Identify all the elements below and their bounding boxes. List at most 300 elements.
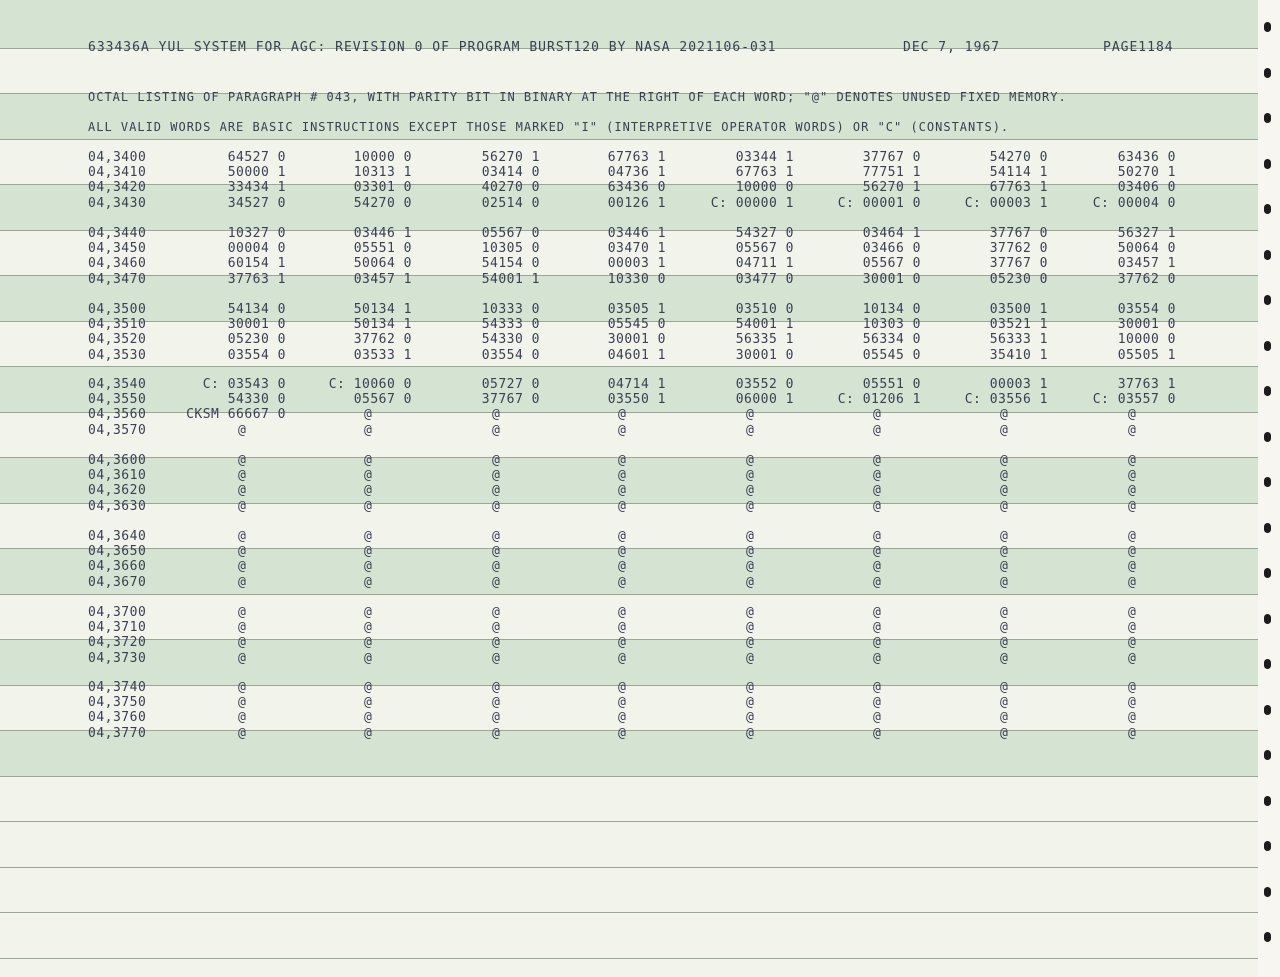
- octal-word: @: [492, 710, 501, 725]
- octal-word: 67763 1: [607, 150, 666, 165]
- row-address: 04,3450: [88, 241, 147, 256]
- octal-word: @: [1128, 559, 1137, 574]
- octal-word: 34527 0: [227, 196, 286, 211]
- octal-word: 30001 0: [1117, 317, 1176, 332]
- octal-word: @: [364, 483, 373, 498]
- paper-rule: [0, 457, 1258, 458]
- octal-word: 05545 0: [862, 348, 921, 363]
- octal-word: @: [492, 407, 501, 422]
- octal-word: @: [873, 453, 882, 468]
- octal-word: @: [873, 575, 882, 590]
- feed-hole: [1264, 659, 1271, 669]
- octal-word: 03521 1: [989, 317, 1048, 332]
- octal-word: @: [238, 726, 247, 741]
- octal-word: @: [873, 423, 882, 438]
- octal-word: 56335 1: [735, 332, 794, 347]
- paper-rule: [0, 912, 1258, 913]
- octal-word: 50134 1: [353, 317, 412, 332]
- octal-word: 33434 1: [227, 180, 286, 195]
- octal-word: @: [618, 559, 627, 574]
- octal-word: 54001 1: [735, 317, 794, 332]
- row-address: 04,3650: [88, 544, 147, 559]
- octal-word: 37767 0: [989, 256, 1048, 271]
- octal-word: @: [1128, 680, 1137, 695]
- row-address: 04,3400: [88, 150, 147, 165]
- row-address: 04,3440: [88, 226, 147, 241]
- octal-word: @: [364, 635, 373, 650]
- octal-word: @: [1128, 468, 1137, 483]
- octal-word: 03554 0: [481, 348, 540, 363]
- octal-word: 03554 0: [1117, 302, 1176, 317]
- octal-word: 50270 1: [1117, 165, 1176, 180]
- octal-word: 00126 1: [607, 196, 666, 211]
- octal-word: @: [364, 544, 373, 559]
- row-address: 04,3670: [88, 575, 147, 590]
- row-address: 04,3760: [88, 710, 147, 725]
- octal-word: @: [1128, 423, 1137, 438]
- octal-word: 54270 0: [989, 150, 1048, 165]
- octal-word: @: [1000, 695, 1009, 710]
- paper-band: [0, 457, 1258, 503]
- octal-word: CKSM 66667 0: [186, 407, 286, 422]
- octal-word: @: [746, 423, 755, 438]
- octal-word: @: [746, 559, 755, 574]
- octal-word: @: [238, 559, 247, 574]
- paper-rule: [0, 594, 1258, 595]
- feed-hole: [1264, 523, 1271, 533]
- octal-word: 54114 1: [989, 165, 1048, 180]
- octal-word: 03301 0: [353, 180, 412, 195]
- octal-word: @: [873, 695, 882, 710]
- row-address: 04,3710: [88, 620, 147, 635]
- octal-word: 03457 1: [1117, 256, 1176, 271]
- octal-word: @: [746, 695, 755, 710]
- feed-hole: [1264, 432, 1271, 442]
- octal-word: C: 03556 1: [964, 392, 1048, 407]
- octal-word: 05505 1: [1117, 348, 1176, 363]
- octal-word: @: [873, 726, 882, 741]
- octal-word: @: [238, 453, 247, 468]
- octal-word: @: [492, 726, 501, 741]
- octal-word: C: 00000 1: [710, 196, 794, 211]
- octal-word: @: [873, 680, 882, 695]
- octal-word: 30001 0: [862, 272, 921, 287]
- octal-word: @: [364, 651, 373, 666]
- octal-word: 10303 0: [862, 317, 921, 332]
- octal-word: @: [1000, 559, 1009, 574]
- octal-word: @: [618, 710, 627, 725]
- paper-rule: [0, 139, 1258, 140]
- feed-hole: [1264, 68, 1271, 78]
- row-address: 04,3550: [88, 392, 147, 407]
- octal-word: @: [1128, 483, 1137, 498]
- octal-word: 05567 0: [481, 226, 540, 241]
- octal-word: 10333 0: [481, 302, 540, 317]
- octal-word: 10330 0: [607, 272, 666, 287]
- octal-word: C: 00003 1: [964, 196, 1048, 211]
- octal-word: @: [364, 468, 373, 483]
- paper-band: [0, 548, 1258, 594]
- octal-word: 56334 0: [862, 332, 921, 347]
- octal-word: 10000 0: [1117, 332, 1176, 347]
- row-address: 04,3530: [88, 348, 147, 363]
- octal-word: 03505 1: [607, 302, 666, 317]
- octal-word: @: [492, 695, 501, 710]
- octal-word: @: [618, 620, 627, 635]
- feed-hole: [1264, 932, 1271, 942]
- octal-word: 05727 0: [481, 377, 540, 392]
- octal-word: 30001 0: [735, 348, 794, 363]
- octal-word: @: [746, 620, 755, 635]
- octal-word: @: [364, 423, 373, 438]
- octal-word: 04711 1: [735, 256, 794, 271]
- octal-word: @: [1128, 620, 1137, 635]
- octal-word: @: [492, 651, 501, 666]
- paper-rule: [0, 821, 1258, 822]
- octal-word: 00003 1: [989, 377, 1048, 392]
- octal-word: @: [1128, 695, 1137, 710]
- row-address: 04,3470: [88, 272, 147, 287]
- octal-word: 37762 0: [1117, 272, 1176, 287]
- feed-hole: [1264, 614, 1271, 624]
- feed-hole: [1264, 22, 1271, 32]
- row-address: 04,3510: [88, 317, 147, 332]
- octal-word: @: [746, 407, 755, 422]
- octal-word: @: [364, 620, 373, 635]
- octal-word: 37767 0: [481, 392, 540, 407]
- octal-word: @: [1000, 453, 1009, 468]
- feed-hole: [1264, 887, 1271, 897]
- octal-word: @: [618, 407, 627, 422]
- paper-rule: [0, 685, 1258, 686]
- octal-word: 50064 0: [353, 256, 412, 271]
- octal-word: @: [364, 453, 373, 468]
- octal-word: @: [746, 575, 755, 590]
- octal-word: 05230 0: [989, 272, 1048, 287]
- octal-word: 54134 0: [227, 302, 286, 317]
- octal-word: @: [238, 529, 247, 544]
- octal-word: @: [618, 499, 627, 514]
- octal-word: @: [873, 529, 882, 544]
- octal-word: C: 10060 0: [328, 377, 412, 392]
- octal-word: 03466 0: [862, 241, 921, 256]
- octal-word: @: [238, 680, 247, 695]
- octal-word: @: [492, 635, 501, 650]
- row-address: 04,3570: [88, 423, 147, 438]
- feed-hole: [1264, 477, 1271, 487]
- page-number: PAGE1184: [1103, 39, 1174, 56]
- octal-word: @: [364, 529, 373, 544]
- octal-word: @: [746, 529, 755, 544]
- octal-word: 56327 1: [1117, 226, 1176, 241]
- octal-word: @: [492, 559, 501, 574]
- octal-word: 67763 1: [735, 165, 794, 180]
- octal-word: @: [364, 710, 373, 725]
- octal-word: @: [1000, 710, 1009, 725]
- feed-hole: [1264, 341, 1271, 351]
- octal-word: 64527 0: [227, 150, 286, 165]
- octal-word: 50064 0: [1117, 241, 1176, 256]
- octal-word: @: [746, 499, 755, 514]
- octal-word: @: [1000, 651, 1009, 666]
- row-address: 04,3740: [88, 680, 147, 695]
- octal-word: @: [1128, 544, 1137, 559]
- row-address: 04,3610: [88, 468, 147, 483]
- octal-word: 03344 1: [735, 150, 794, 165]
- octal-word: @: [1000, 483, 1009, 498]
- octal-word: @: [1128, 575, 1137, 590]
- octal-word: 10305 0: [481, 241, 540, 256]
- octal-word: @: [1000, 407, 1009, 422]
- octal-word: C: 00001 0: [837, 196, 921, 211]
- octal-word: @: [873, 468, 882, 483]
- octal-word: @: [1128, 635, 1137, 650]
- octal-word: 03464 1: [862, 226, 921, 241]
- octal-word: 54330 0: [481, 332, 540, 347]
- octal-word: @: [873, 710, 882, 725]
- octal-word: 10313 1: [353, 165, 412, 180]
- row-address: 04,3620: [88, 483, 147, 498]
- octal-word: C: 03557 0: [1092, 392, 1176, 407]
- octal-word: @: [1000, 529, 1009, 544]
- octal-word: @: [1000, 620, 1009, 635]
- octal-word: 04736 1: [607, 165, 666, 180]
- octal-word: 03554 0: [227, 348, 286, 363]
- octal-word: 35410 1: [989, 348, 1048, 363]
- octal-word: @: [364, 407, 373, 422]
- octal-word: @: [618, 423, 627, 438]
- octal-word: 37767 0: [989, 226, 1048, 241]
- octal-word: @: [492, 423, 501, 438]
- paper-rule: [0, 548, 1258, 549]
- row-address: 04,3750: [88, 695, 147, 710]
- octal-word: 37763 1: [1117, 377, 1176, 392]
- octal-word: 56270 1: [862, 180, 921, 195]
- octal-word: @: [746, 710, 755, 725]
- octal-word: 50000 1: [227, 165, 286, 180]
- octal-word: 05545 0: [607, 317, 666, 332]
- octal-word: @: [492, 605, 501, 620]
- octal-word: @: [873, 620, 882, 635]
- octal-word: @: [1128, 499, 1137, 514]
- paper-rule: [0, 366, 1258, 367]
- octal-word: @: [238, 710, 247, 725]
- octal-word: @: [746, 483, 755, 498]
- octal-word: 03406 0: [1117, 180, 1176, 195]
- octal-word: 03510 0: [735, 302, 794, 317]
- octal-word: 30001 0: [607, 332, 666, 347]
- row-address: 04,3600: [88, 453, 147, 468]
- octal-word: 63436 0: [607, 180, 666, 195]
- octal-word: 03414 0: [481, 165, 540, 180]
- octal-word: @: [873, 544, 882, 559]
- octal-word: 05551 0: [862, 377, 921, 392]
- row-address: 04,3770: [88, 726, 147, 741]
- octal-word: @: [1000, 575, 1009, 590]
- octal-word: @: [746, 726, 755, 741]
- octal-word: @: [618, 483, 627, 498]
- paper-rule: [0, 730, 1258, 731]
- row-address: 04,3700: [88, 605, 147, 620]
- octal-word: @: [238, 575, 247, 590]
- octal-word: @: [364, 726, 373, 741]
- octal-word: @: [364, 695, 373, 710]
- octal-word: @: [238, 423, 247, 438]
- octal-word: 54330 0: [227, 392, 286, 407]
- octal-word: 03533 1: [353, 348, 412, 363]
- octal-word: @: [618, 468, 627, 483]
- octal-word: @: [1000, 499, 1009, 514]
- octal-word: 03552 0: [735, 377, 794, 392]
- octal-word: 00004 0: [227, 241, 286, 256]
- octal-word: @: [618, 635, 627, 650]
- row-address: 04,3720: [88, 635, 147, 650]
- octal-word: 54333 0: [481, 317, 540, 332]
- octal-word: @: [1000, 544, 1009, 559]
- octal-word: @: [746, 453, 755, 468]
- octal-word: @: [238, 544, 247, 559]
- octal-word: @: [238, 483, 247, 498]
- octal-word: @: [873, 605, 882, 620]
- octal-word: 60154 1: [227, 256, 286, 271]
- octal-word: 00003 1: [607, 256, 666, 271]
- row-address: 04,3430: [88, 196, 147, 211]
- octal-word: 04601 1: [607, 348, 666, 363]
- octal-word: 05567 0: [735, 241, 794, 256]
- octal-word: @: [492, 575, 501, 590]
- row-address: 04,3500: [88, 302, 147, 317]
- octal-word: @: [364, 575, 373, 590]
- program-title: 633436A YUL SYSTEM FOR AGC: REVISION 0 OF PROGRAM BURST120 BY NASA 2021106-031: [88, 39, 777, 56]
- row-address: 04,3520: [88, 332, 147, 347]
- octal-word: @: [238, 468, 247, 483]
- octal-word: 05551 0: [353, 241, 412, 256]
- feed-hole: [1264, 750, 1271, 760]
- paper-rule: [0, 776, 1258, 777]
- row-address: 04,3730: [88, 651, 147, 666]
- feed-hole: [1264, 705, 1271, 715]
- octal-word: @: [1000, 423, 1009, 438]
- feed-hole: [1264, 796, 1271, 806]
- tractor-feed-strip: [1258, 0, 1280, 977]
- octal-word: @: [746, 635, 755, 650]
- octal-word: 30001 0: [227, 317, 286, 332]
- row-address: 04,3660: [88, 559, 147, 574]
- feed-hole: [1264, 159, 1271, 169]
- octal-word: @: [1128, 605, 1137, 620]
- octal-word: 03477 0: [735, 272, 794, 287]
- paper-rule: [0, 867, 1258, 868]
- octal-word: 63436 0: [1117, 150, 1176, 165]
- octal-word: 05567 0: [862, 256, 921, 271]
- feed-hole: [1264, 250, 1271, 260]
- octal-word: @: [492, 529, 501, 544]
- octal-word: @: [1128, 710, 1137, 725]
- octal-word: @: [238, 620, 247, 635]
- octal-word: C: 01206 1: [837, 392, 921, 407]
- octal-word: @: [364, 559, 373, 574]
- octal-word: @: [746, 468, 755, 483]
- feed-hole: [1264, 295, 1271, 305]
- octal-word: @: [746, 651, 755, 666]
- octal-word: @: [746, 605, 755, 620]
- octal-word: @: [618, 605, 627, 620]
- octal-word: @: [746, 680, 755, 695]
- octal-word: @: [364, 499, 373, 514]
- octal-word: 54270 0: [353, 196, 412, 211]
- octal-word: 03446 1: [353, 226, 412, 241]
- row-address: 04,3560: [88, 407, 147, 422]
- octal-word: @: [746, 544, 755, 559]
- octal-word: 77751 1: [862, 165, 921, 180]
- octal-word: @: [238, 635, 247, 650]
- octal-word: @: [1128, 407, 1137, 422]
- octal-word: 03470 1: [607, 241, 666, 256]
- listing-note: OCTAL LISTING OF PARAGRAPH # 043, WITH PARITY BIT IN BINARY AT THE RIGHT OF EACH WORD; "@" DENOTES UNUSED FIXED MEMORY.: [88, 90, 1067, 104]
- octal-word: 10327 0: [227, 226, 286, 241]
- octal-word: 02514 0: [481, 196, 540, 211]
- feed-hole: [1264, 113, 1271, 123]
- row-address: 04,3420: [88, 180, 147, 195]
- octal-word: @: [492, 453, 501, 468]
- row-address: 04,3460: [88, 256, 147, 271]
- octal-word: @: [873, 651, 882, 666]
- octal-word: @: [618, 695, 627, 710]
- octal-word: @: [618, 575, 627, 590]
- octal-word: 37763 1: [227, 272, 286, 287]
- octal-word: 54001 1: [481, 272, 540, 287]
- feed-hole: [1264, 204, 1271, 214]
- row-address: 04,3640: [88, 529, 147, 544]
- octal-word: @: [873, 635, 882, 650]
- octal-word: @: [618, 726, 627, 741]
- feed-hole: [1264, 568, 1271, 578]
- octal-word: 03457 1: [353, 272, 412, 287]
- octal-word: @: [1000, 680, 1009, 695]
- listing-note: ALL VALID WORDS ARE BASIC INSTRUCTIONS EXCEPT THOSE MARKED "I" (INTERPRETIVE OPERATOR WORDS) OR "C" (CONSTANTS).: [88, 120, 1010, 134]
- row-address: 04,3630: [88, 499, 147, 514]
- octal-word: 54327 0: [735, 226, 794, 241]
- octal-word: C: 03543 0: [202, 377, 286, 392]
- octal-word: @: [1000, 605, 1009, 620]
- octal-word: 05567 0: [353, 392, 412, 407]
- octal-word: @: [1128, 453, 1137, 468]
- paper-band: [0, 730, 1258, 776]
- octal-word: @: [492, 544, 501, 559]
- octal-word: 10000 0: [353, 150, 412, 165]
- octal-word: @: [1000, 635, 1009, 650]
- feed-hole: [1264, 841, 1271, 851]
- octal-word: 03550 1: [607, 392, 666, 407]
- octal-word: @: [238, 605, 247, 620]
- octal-word: @: [873, 407, 882, 422]
- octal-word: @: [618, 529, 627, 544]
- octal-word: @: [492, 620, 501, 635]
- octal-word: 05230 0: [227, 332, 286, 347]
- octal-word: @: [492, 483, 501, 498]
- row-address: 04,3540: [88, 377, 147, 392]
- octal-word: @: [238, 499, 247, 514]
- octal-word: 40270 0: [481, 180, 540, 195]
- octal-word: @: [492, 680, 501, 695]
- octal-word: @: [618, 453, 627, 468]
- octal-word: @: [1128, 651, 1137, 666]
- octal-word: @: [492, 499, 501, 514]
- octal-word: 37767 0: [862, 150, 921, 165]
- octal-word: @: [364, 680, 373, 695]
- octal-word: 67763 1: [989, 180, 1048, 195]
- octal-word: @: [238, 695, 247, 710]
